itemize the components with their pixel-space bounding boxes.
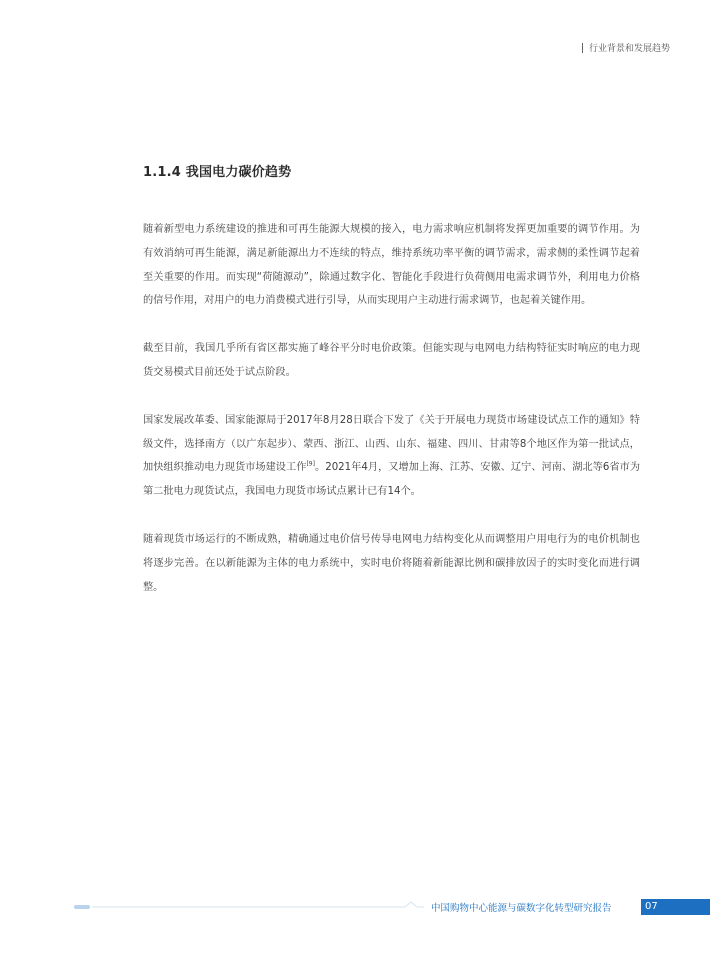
reference-marker: [9] — [306, 460, 315, 468]
paragraph-2: 截至目前，我国几乎所有省区都实施了峰谷平分时电价政策。但能实现与电网电力结构特征实时响应的电力现货交易模式目前还处于试点阶段。 — [143, 343, 640, 378]
running-header — [582, 41, 670, 54]
paragraph-4: 随着现货市场运行的不断成熟，精确通过电价信号传导电网电力结构变化从而调整用户用电行为的电价机制也将逐步完善。在以新能源为主体的电力系统中，实时电价将随着新能源比例和碳排放因子的实时变化而进行调整。 — [143, 533, 640, 593]
paragraph-3 — [143, 409, 640, 504]
paragraph-1: 随着新型电力系统建设的推进和可再生能源大规模的接入，电力需求响应机制将发挥更加重要的调节作用。为有效消纳可再生能源，满足新能源出力不连续的特点，维持系统功率平衡的调节需求，需求侧的柔性调节起着至关重要的作用。而实现“荷随源动”，除通过数字化、智能化手段进行负荷侧用电需求调节外，利用电力价格的信号作用，对用户的电力消费模式进行引导，从而实现用户主动进行需求调节，也起着关键作用。 — [143, 224, 640, 307]
section-title: 1.1.4 我国电力碳价趋势 — [143, 165, 292, 180]
paragraph-3-part-1: 国家发展改革委、国家能源局于2017年8月28日联合下发了《关于开展电力现货市场建设试点工作的通知》特级文件，选择南方（以广东起步）、蒙西、浙江、山西、山东、福建、四川、甘肃等8个地区作为第一批试点，加快组织推动电力现货市场建设工作 — [143, 414, 640, 474]
footer-decoration — [74, 905, 90, 909]
body-text — [143, 218, 640, 623]
paragraph-3-part-2: 。2021年4月，又增加上海、江苏、安徽、辽宁、河南、湖北等6省市为第二批电力现货试点，我国电力现货市场试点累计已有14个。 — [143, 462, 641, 498]
footer-report-title: 中国购物中心能源与碳数字化转型研究报告 — [431, 903, 612, 914]
header-divider — [582, 43, 583, 53]
header-section-label: 行业背景和发展趋势 — [588, 44, 670, 54]
page-number: 07 — [641, 899, 710, 915]
page-footer — [0, 895, 710, 919]
